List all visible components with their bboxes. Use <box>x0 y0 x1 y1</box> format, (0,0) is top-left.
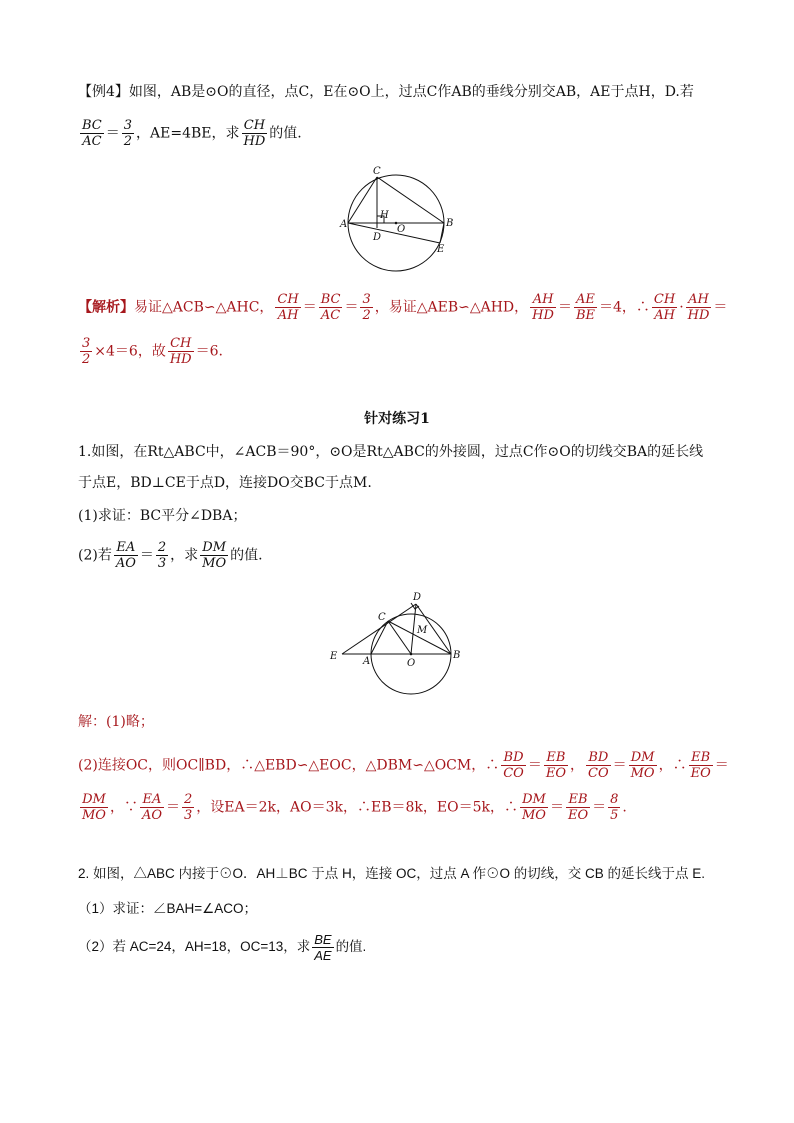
fraction: $\frac{EA}{AO}$ <box>141 792 163 823</box>
practice-title: 针对练习1 <box>364 411 430 427</box>
label-b: B <box>453 650 461 661</box>
fraction: $\frac{BC}{AC}$ <box>320 292 341 323</box>
figure-circle-diagram-1 <box>330 160 470 275</box>
label-e: E <box>330 651 338 662</box>
q1-solution-line3: $\frac{DM}{MO}$ ，∵ $\frac{EA}{AO}$ ＝ $\frac{2}{3}$ ，设EA＝2k，AO＝3k，∴EB＝8k，EO＝5k，∴ $\frac{DM}{MO}$ ＝ $\frac{EB}{EO}$ ＝ $\frac{8}{5}$ . <box>82 792 627 823</box>
fraction: $\frac{DM}{MO}$ <box>521 792 546 823</box>
label-a: A <box>363 656 371 667</box>
fraction: $\frac{2}{3}$ <box>184 792 193 823</box>
fraction: $\frac{AE}{BE}$ <box>575 292 595 323</box>
q2-line1: 2. 如图，△ABC 内接于⊙O．AH⊥BC 于点 H，连接 OC，过点 A 作⊙O 的切线，交 CB 的延长线于点 E. <box>78 866 706 881</box>
fraction: $\frac{8}{5}$ <box>610 792 619 823</box>
label-c: C <box>378 612 386 623</box>
q2-part2: （2）若 AC=24，AH=18，OC=13，求 $\frac{BE}{AE}$ 的值. <box>78 932 367 963</box>
fraction: $\frac{DM}{MO}$ <box>630 750 655 781</box>
q1-line2: 于点E，BD⊥CE于点D，连接DO交BC于点M. <box>78 475 372 491</box>
example4-line1: 【例4】如图，AB是⊙O的直径，点C，E在⊙O上，过点C作AB的垂线分别交AB，AE于点H，D.若 <box>78 84 694 100</box>
analysis-line1: 【解析】易证△ACB∽△AHC， $\frac{CH}{AH}$ ＝ $\frac{BC}{AC}$ ＝ $\frac{3}{2}$ ，易证△AEB∽△AHD， $\frac{AH}{HD}$ ＝ $\frac{AE}{BE}$ ＝4，∴ $\frac{CH}{AH}$ · $\frac{AH}{HD}$ ＝ <box>78 292 728 323</box>
fraction: $\frac{CH}{HD}$ <box>243 118 266 149</box>
fraction: $\frac{3}{2}$ <box>82 336 91 367</box>
label-o: O <box>407 658 416 669</box>
label-c: C <box>373 166 381 177</box>
fraction: $\frac{AH}{HD}$ <box>687 292 710 323</box>
label-h: H <box>380 210 389 221</box>
fraction: $\frac{DM}{MO}$ <box>82 792 106 823</box>
fraction: $\frac{CH}{AH}$ <box>277 292 299 323</box>
q1-part2: (2)若 $\frac{EA}{AO}$ ＝ $\frac{2}{3}$ ，求 $\frac{DM}{MO}$ 的值. <box>78 540 263 571</box>
fraction: $\frac{DM}{MO}$ <box>202 540 227 571</box>
label-b: B <box>446 218 454 229</box>
fraction: $\frac{EB}{EO}$ <box>690 750 711 781</box>
fraction: $\frac{BE}{AE}$ <box>314 932 332 963</box>
analysis-line2: $\frac{3}{2}$ ×4＝6，故 $\frac{CH}{HD}$ ＝6. <box>82 336 223 367</box>
example4-line2: $\frac{BC}{AC}$ ＝ $\frac{3}{2}$ ，AE=4BE，求 $\frac{CH}{HD}$ 的值. <box>82 118 302 149</box>
q1-line1: 1.如图，在Rt△ABC中，∠ACB＝90°，⊙O是Rt△ABC的外接圆，过点C作⊙O的切线交BA的延长线 <box>78 444 704 460</box>
figure-circle-diagram-2 <box>322 585 472 700</box>
fraction: $\frac{2}{3}$ <box>157 540 167 571</box>
fraction: $\frac{EB}{EO}$ <box>567 792 589 823</box>
label-a: A <box>340 219 348 230</box>
fraction: $\frac{AH}{HD}$ <box>532 292 554 323</box>
label-d: D <box>413 592 422 603</box>
fraction: $\frac{EA}{AO}$ <box>115 540 136 571</box>
fraction: $\frac{CH}{AH}$ <box>653 292 676 323</box>
label-m: M <box>417 625 428 636</box>
label-o: O <box>397 224 406 235</box>
fraction: $\frac{BD}{CO}$ <box>503 750 524 781</box>
q1-solution-line1: 解：(1)略； <box>78 714 154 730</box>
fraction: $\frac{BD}{CO}$ <box>588 750 609 781</box>
fraction: $\frac{3}{2}$ <box>362 292 371 323</box>
q2-part1: （1）求证：∠BAH=∠ACO； <box>78 901 258 916</box>
label-e: E <box>437 244 445 255</box>
fraction: $\frac{BC}{AC}$ <box>82 118 102 149</box>
q1-solution-line2: (2)连接OC，则OC∥BD，∴△EBD∽△EOC，△DBM∽△OCM，∴ $\frac{BD}{CO}$ ＝ $\frac{EB}{EO}$ ， $\frac{BD}{CO}$ ＝ $\frac{DM}{MO}$ ，∴ $\frac{EB}{EO}$ ＝ <box>78 750 729 781</box>
q1-part1: (1)求证：BC平分∠DBA； <box>78 508 247 524</box>
fraction: $\frac{CH}{HD}$ <box>169 336 192 367</box>
label-d: D <box>373 232 382 243</box>
fraction: $\frac{3}{2}$ <box>123 118 133 149</box>
fraction: $\frac{EB}{EO}$ <box>545 750 566 781</box>
